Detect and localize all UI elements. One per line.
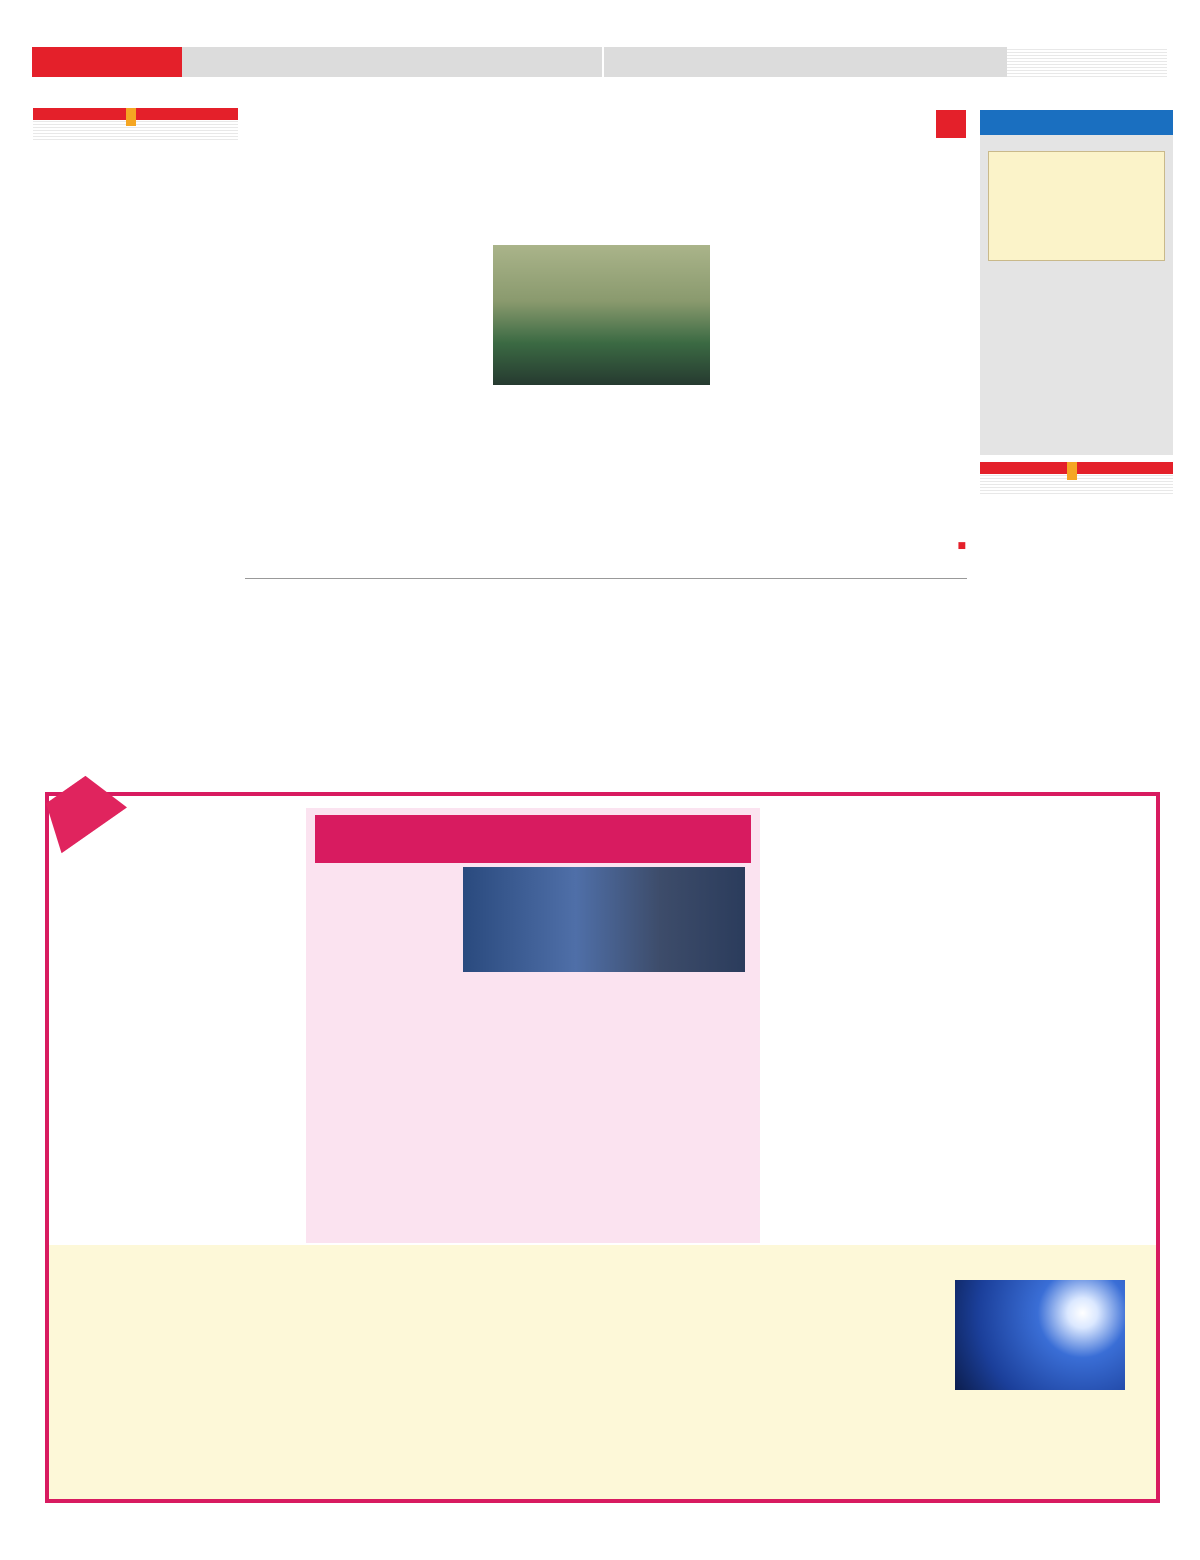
currency-article-col-1 [810,636,966,764]
rates-columns [243,110,936,138]
currency-article-col-2 [648,636,804,764]
gilan-body-col [315,867,457,1237]
main-article-col-2 [493,392,710,564]
khuzestan-body [58,896,302,1236]
news-title[interactable] [980,500,1173,508]
issue-date [182,47,602,77]
main-article-col-3 [245,242,485,564]
rates-label [936,110,966,138]
currency-article-col-3 [410,596,560,764]
section-bar [33,108,238,120]
page-number [1007,47,1167,77]
ministries-body [775,880,1150,1240]
power-photo-caption [955,1394,1125,1494]
energy-col-2 [605,1300,770,1498]
bullet-icon: ■ [957,541,966,551]
parliament-photo [493,245,710,385]
divider [245,578,967,579]
car-price-chart [988,151,1165,261]
news-title[interactable] [980,660,1173,668]
exchange-rates-table [243,110,966,138]
budget-sidebar [33,108,238,766]
page-header [32,47,1167,77]
gilan-body-col-2 [463,978,745,1238]
news-section-header [980,462,1173,494]
main-article-subsection [718,540,966,553]
energy-col-4 [250,1300,420,1498]
section-bar [980,462,1173,474]
main-article-col-1 [718,242,966,527]
budget-title[interactable] [33,140,238,156]
section-title [602,47,1007,77]
energy-col-5 [60,1300,240,1498]
khuzestan-article-header [60,808,300,810]
index-sidebar [980,110,1173,455]
power-lines-photo [955,1280,1125,1390]
energy-col-3 [430,1300,595,1498]
car-price-chart-svg [989,152,1164,260]
index-badge [980,110,1173,135]
chart-title [980,135,1173,149]
news-item-oil[interactable] [980,500,1173,514]
meeting-photo [463,867,745,972]
news-item-eggs[interactable] [980,660,1173,674]
index-body [980,263,1173,275]
budget-label [33,120,238,140]
newspaper-logo[interactable] [32,47,182,77]
gilan-article-header [315,815,751,863]
currency-article-col-4 [245,596,405,764]
news-section-label [980,474,1173,494]
energy-col-1 [780,1300,945,1498]
